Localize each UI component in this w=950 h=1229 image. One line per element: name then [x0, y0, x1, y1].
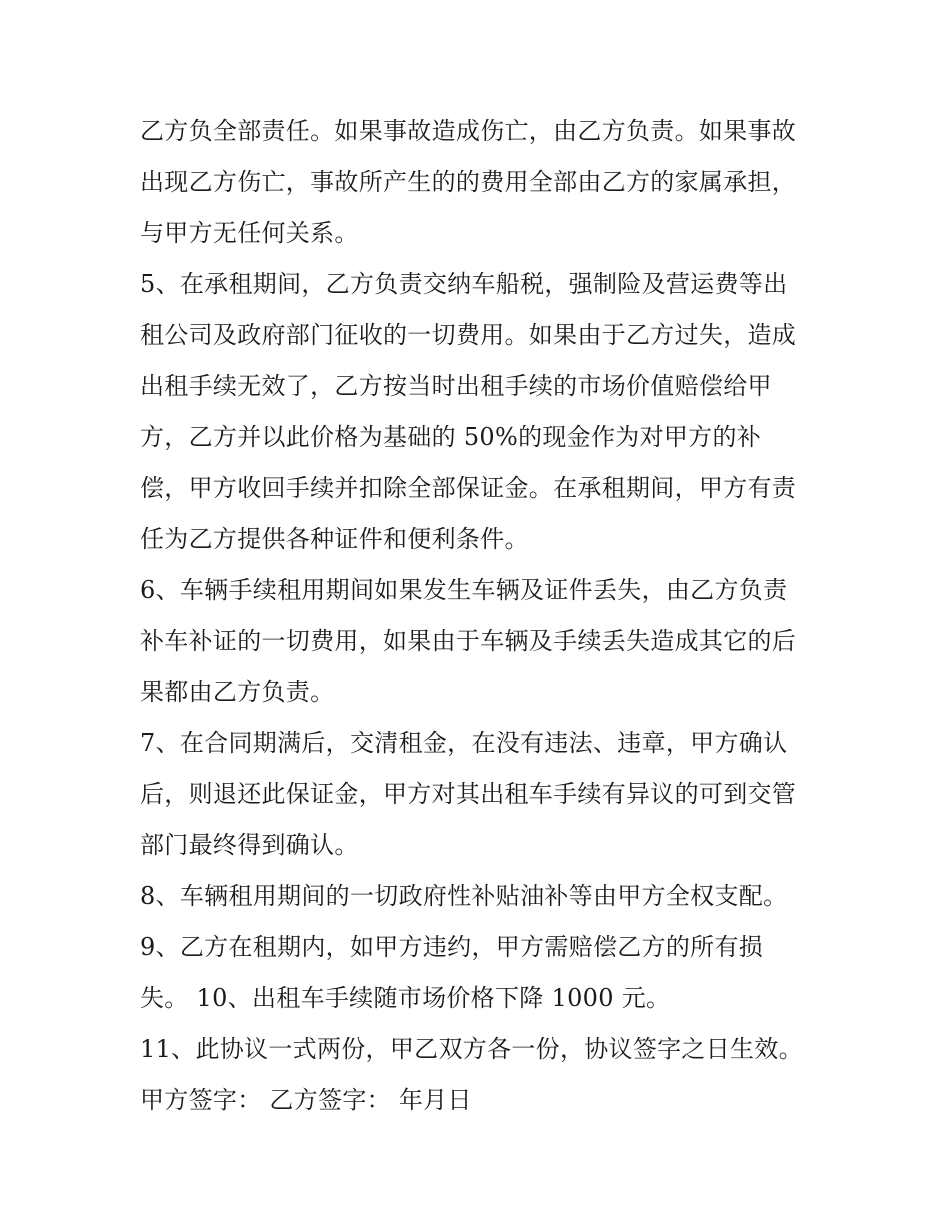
- clause-10-line: 失。 10、出租车手续随市场价格下降 1000 元。: [140, 984, 671, 1012]
- text-line: 租公司及政府部门征收的一切费用。如果由于乙方过失，造成: [140, 321, 797, 349]
- text-line: 任为乙方提供各种证件和便利条件。: [140, 525, 529, 553]
- text-line: 补车补证的一切费用，如果由于车辆及手续丢失造成其它的后: [140, 627, 797, 655]
- clause-7-line: 7、在合同期满后，交清租金，在没有违法、违章，甲方确认: [140, 729, 788, 757]
- text-line: 出现乙方伤亡，事故所产生的的费用全部由乙方的家属承担，: [140, 168, 797, 196]
- clause-9-line: 9、乙方在租期内，如甲方违约，甲方需赔偿乙方的所有损: [140, 933, 764, 961]
- text-line: 部门最终得到确认。: [140, 831, 359, 859]
- signature-line: 甲方签字： 乙方签字： 年月日: [140, 1086, 472, 1114]
- text-line: 偿，甲方收回手续并扣除全部保证金。在承租期间，甲方有责: [140, 474, 797, 502]
- clause-11-line: 11、此协议一式两份，甲乙双方各一份，协议签字之日生效。: [140, 1035, 803, 1063]
- text-line: 方，乙方并以此价格为基础的 50%的现金作为对甲方的补: [140, 423, 762, 451]
- clause-8-line: 8、车辆租用期间的一切政府性补贴油补等由甲方全权支配。: [140, 882, 788, 910]
- contract-body: [140, 106, 820, 1126]
- text-line: 后，则退还此保证金，甲方对其出租车手续有异议的可到交管: [140, 780, 797, 808]
- text-line: 出租手续无效了，乙方按当时出租手续的市场价值赔偿给甲: [140, 372, 772, 400]
- clause-6-line: 6、车辆手续租用期间如果发生车辆及证件丢失，由乙方负责: [140, 576, 788, 604]
- text-line: 果都由乙方负责。: [140, 678, 335, 706]
- clause-5-line: 5、在承租期间，乙方负责交纳车船税，强制险及营运费等出: [140, 270, 788, 298]
- text-line: 乙方负全部责任。如果事故造成伤亡，由乙方负责。如果事故: [140, 117, 797, 145]
- text-line: 与甲方无任何关系。: [140, 219, 359, 247]
